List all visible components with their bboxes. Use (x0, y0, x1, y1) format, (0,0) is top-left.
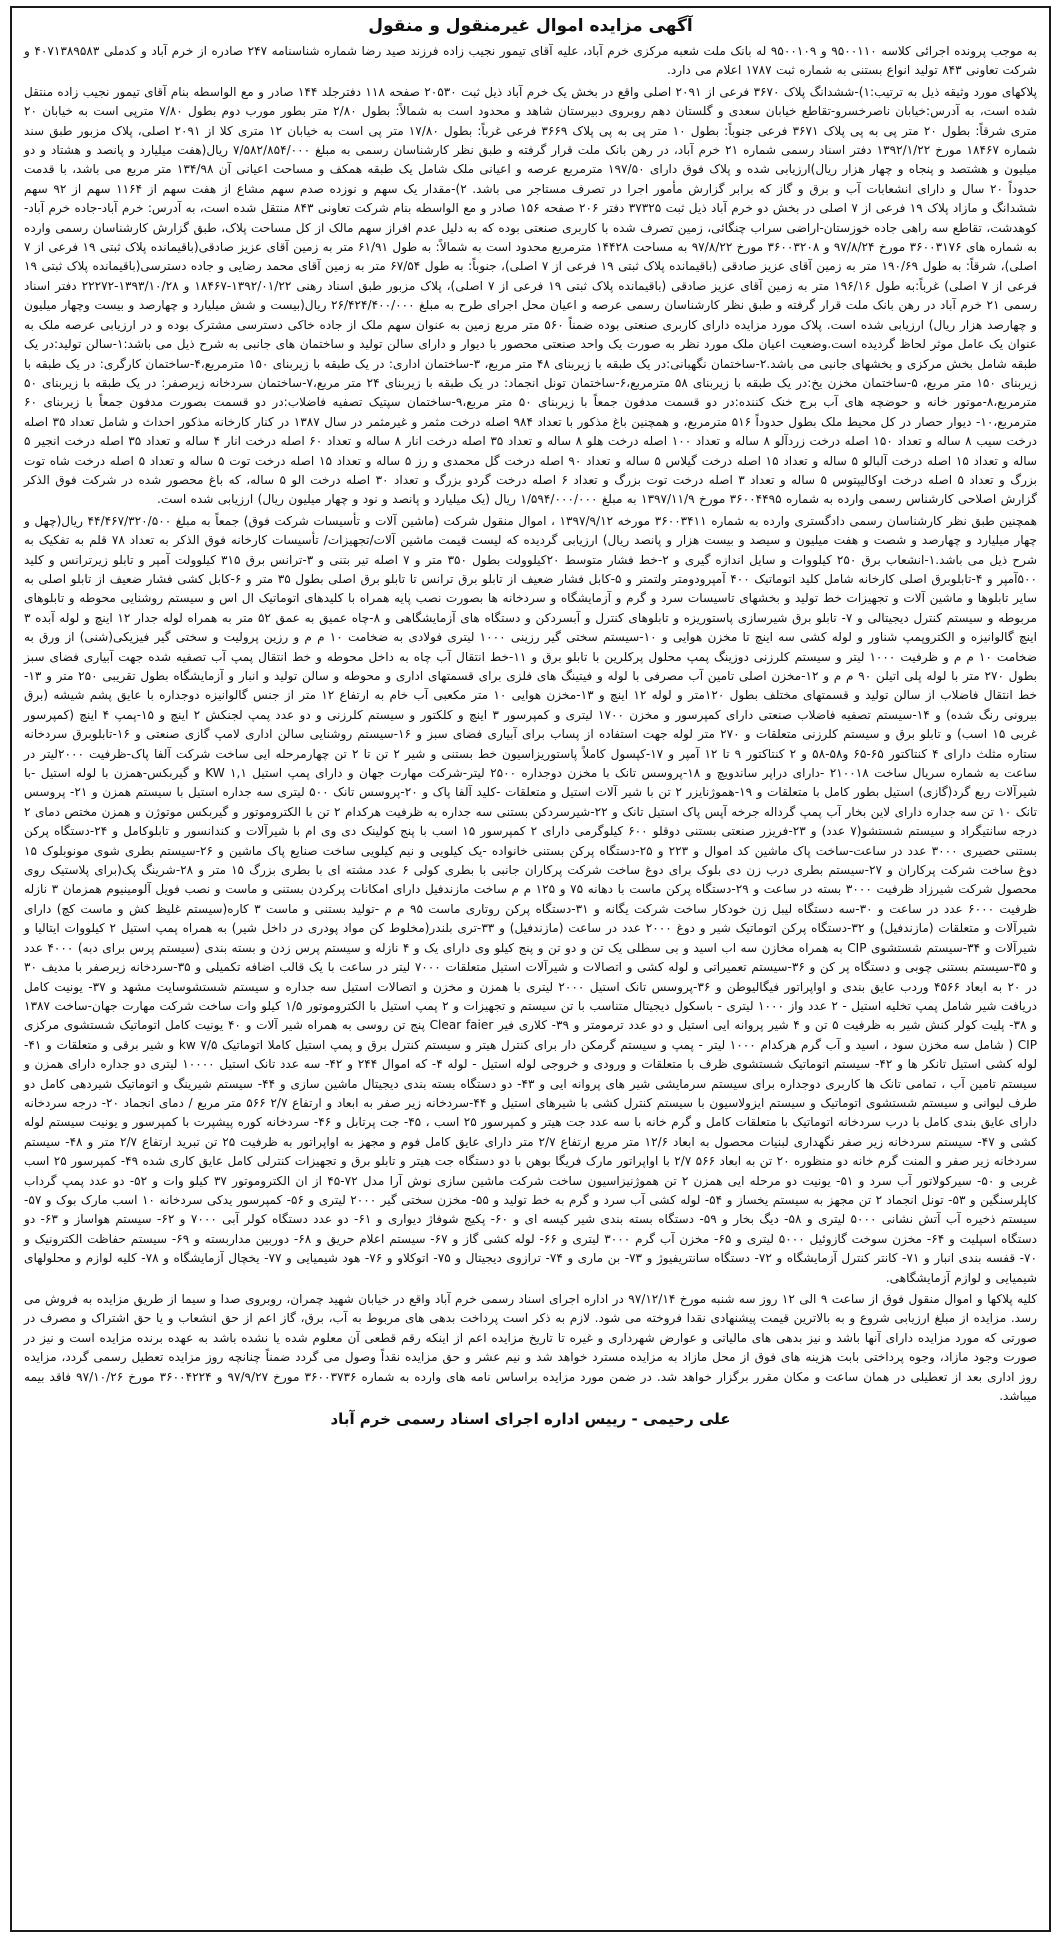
notice-intro-paragraph: به موجب پرونده اجرائی کلاسه ۹۵۰۰۱۱۰ و ۹۵۰۰۱۰۹ له بانک ملت شعبه مرکزی خرم آباد، علیه آقای تیمور نجیب زاده فرزند صید رضا شماره شناسنامه ۲۴۷ صادره از خرم آباد و کدملی ۴۰۷۱۳۸۹۵۸۳ و شرکت تعاونی ۸۴۳ تولید انواع بستنی به شماره ثبت ۱۷۸۷ اعلام می دارد. (24, 44, 1038, 78)
real-estate-paragraph: پلاکهای مورد وثیقه ذیل به ترتیب:۱)-ششدانگ پلاک ۳۶۷۰ فرعی از ۲۰۹۱ اصلی واقع در بخش یک خرم آباد ذیل ثبت ۲۰۵۳۰ صفحه ۱۱۸ دفترجلد ۱۴۴ صادر و مع الواسطه بنام آقای تیمور نجیب زاده منتقل شده است، به آدرس:خیابان ناصرخسرو-تقاطع خیابان سعدی و گلستان دهم روبروی دبیرستان شاهد و محدود است به شمالاً: بطول ۲/۸۰ متر بطور مورب دوم بطول ۷/۸۰ مترپی است به خیابان ۲۰ متری شرقاً: بطول ۲۰ متر پی به پی پلاک ۳۶۷۱ فرعی جنوباً: بطول ۱۰ متر پی به پی پلاک ۳۶۶۹ فرعی غرباً: بطول ۱۷/۸۰ متر پی است به خیابان ۱۲ متری کلا از ۲۰۹۱ اصلی، پلاک مزبور طبق سند شماره ۱۸۴۶۷ مورخ ۱۳۹۲/۱/۲۲ دفتر اسناد رسمی شماره ۲۱ خرم آباد، در رهن بانک ملت قرار گرفته و طبق نظر کارشناسان رسمی به مبلغ ۷/۵۸۲/۸۵۴/۰۰۰ ریال(هفت میلیارد و پانصد و هشتاد و دو میلیون و هشتصد و پنجاه و چهار هزار ریال)ارزیابی شده و پلاک فوق دارای ۱۹۷/۵۰ مترمربع عرصه و اعیانی ملک شامل یک طبقه همکف و مساحت اعیانی آن ۱۳۴/۹۸ متر مربع می باشد، با قدمت حدوداً ۲۰ سال و دارای انشعابات آب و برق و گاز که برابر گزارش مأمور اجرا در تصرف مستاجر می باشد. ۲)-مقدار یک سهم و نوزده صدم سهم مشاع از هفت سهم از ۱۱۶۴ سهم از ۹۲ سهم ششدانگ و مازاد پلاک ۱۹ فرعی از ۷ اصلی در بخش دو خرم آباد ذیل ثبت ۳۷۳۲۵ دفتر ۲۰۶ صفحه ۱۵۶ صادر و مع الواسطه بنام شرکت تعاونی ۸۴۳ منتقل شده است، به آدرس: خرم آباد-جاده خرم آباد-کوهدشت، تقاطع سه راهی جاده خوزستان-اراضی سراب چنگائی، زمین تصرف شده با کاربری صنعتی بوده که به دلیل عدم افراز سهم مالک از کل مساحت پلاک، طبق گزارش کارشناسان رسمی وارده به شماره های ۳۶۰۰۳۱۷۶ مورخ ۹۷/۸/۲۴ و ۳۶۰۰۳۲۰۸ مورخ ۹۷/۸/۲۲ به مساحت ۱۴۴۲۸ مترمربع محدود است به شمالاً: به طول ۶۱/۹۱ متر به زمین آقای عزیز صادقی(باقیمانده پلاک ثبتی ۱۹ فرعی از ۷ اصلی)، شرقاً: به طول ۱۹۰/۶۹ متر به زمین آقای عزیز صادقی (باقیمانده پلاک ثبتی ۱۹ فرعی از ۷ اصلی)، جنوباً: به طول ۶۷/۵۴ متر به زمین آقای محمد رضایی و جاده دسترسی(باقیمانده پلاک ثبتی ۱۹ فرعی از ۷ اصلی) غرباً:به طول ۱۹۶/۱۶ متر به زمین آقای عزیز صادقی (باقیمانده پلاک ثبتی ۱۹ فرعی از ۷ اصلی)، پلاک مزبور طبق اسناد رهنی ۱۳۹۲/۰۱/۲۲-۱۸۴۶۷ و ۱۳۹۳/۱۰/۲۸-۲۲۲۷۲ دفتر اسناد رسمی ۲۱ خرم آباد در رهن بانک ملت قرار گرفته و طبق نظر کارشناسان رسمی عرصه و اعیان محل اجرای طرح به مبلغ ۲۶/۴۲۴/۴۰۰/۰۰۰ ریال(بیست و شش میلیارد و چهارصد و بیست وچهار میلیون و چهارصد هزار ریال) ارزیابی شده است. پلاک مورد مزایده دارای کاربری صنعتی بوده ضمناً ۵۶۰ متر مربع زمین به عنوان سهم ملک از جاده خاکی دسترسی مشترک بوده و در ارزیابی عرصه ملک به عنوان یک عامل موثر لحاظ گردیده است.وضعیت اعیان ملک مورد نظر به صورت یک واحد صنعتی محصور با دیوار و دارای سالن تولید و ساختمان های جانبی به شرح ذیل می باشد:۱-سالن تولید:در یک طبقه شامل بخش مرکزی و بخشهای جانبی می باشد.۲-ساختمان نگهبانی:در یک طبقه با زیربنای ۴۸ متر مربع، ۳-ساختمان اداری: در یک طبقه با زیربنای ۱۵۰ مترمربع،۴-ساختمان کارگری: در یک طبقه با زیربنای ۱۵۰ متر مربع، ۵-ساختمان مخزن یخ:در یک طبقه با زیربنای ۵۸ مترمربع،۶-ساختمان تونل انجماد: در یک طبقه با زیربنای ۲۴ متر مربع،۷-ساختمان سردخانه زیرصفر: در یک طبقه با زیربنای ۵۰ مترمربع،۸-موتور خانه و حوضچه های آب برج خنک کننده:در دو قسمت مدفون جمعاً با زیربنای ۵۰ متر مربع،۹-ساختمان سپتیک تصفیه فاضلاب:در دو قسمت بصورت مدفون جمعاً با زیربنای ۶۰ مترمربع،۱۰- دیوار حصار در کل محیط ملک بطول حدوداً ۵۱۶ مترمربع، و همچنین باغ مذکور با تعداد ۹۸۴ اصله درخت مثمر و غیرمثمر در سال ۱۳۸۷ در کنار کارخانه مذکور احداث و شامل تعداد ۳۵ اصله درخت سیب ۸ ساله و تعداد ۱۵۰ اصله درخت زردآلو ۸ ساله و تعداد ۱۰۰ اصله درخت هلو ۸ ساله و تعداد ۳۵ اصله درخت انار ۸ ساله و تعداد ۶۰ اصله درخت انار ۴ ساله و تعداد ۳۵ اصله درخت انجیر ۵ ساله و تعداد ۱۵ اصله درخت آلبالو ۵ ساله و تعداد ۱۵ اصله درخت گیلاس ۵ ساله و تعداد ۹۰ اصله درخت گل محمدی و رز ۵ ساله و تعداد ۱۵ اصله درخت توت ۵ ساله و تعداد ۵ اصله درخت شاه توت بزرگ و تعداد ۵ اصله درخت اوکالیپتوس ۵ ساله و تعداد ۳ اصله درخت توت بزرگ و تعداد ۶ اصله درخت گردو بزرگ و تعداد ۳۰ اصله درخت الو ۵ ساله، که باغ محصور شده در شرکت فوق الذکر گزارش اصلاحی کارشناس رسمی وارده به شماره ۳۶۰۰۴۴۹۵ مورخ ۱۳۹۷/۱۱/۹ به مبلغ ۱/۵۹۴/۰۰۰/۰۰۰ ریال (یک میلیارد و پانصد و نود و چهار میلیون ریال) ارزیابی شده است. (23, 84, 1038, 507)
signature-line: علی رحیمی - رییس اداره اجرای اسناد رسمی خرم آباد (330, 1410, 731, 1429)
movable-assets-paragraph: همچنین طبق نظر کارشناسان رسمی دادگستری وارده به شماره ۳۶۰۰۳۴۱۱ مورخه ۱۳۹۷/۹/۱۲ ، اموال منقول شرکت (ماشین آلات و تأسیسات شرکت فوق) جمعاً به مبلغ ۴۴/۴۶۷/۳۲۰/۵۰۰ ریال(چهل و چهار میلیارد و چهارصد و شصت و هفت میلیون و سیصد و بیست هزار و پانصد ریال) ارزیابی گردیده که لیست قیمت ماشین آلات/تجهیزات/ تأسیسات کارخانه فوق الذکر به تعداد ۷۸ قلم به تفکیک به شرح ذیل می باشد.۱-انشعاب برق ۲۵۰ کیلووات و سایل اندازه گیری و ۲-خط فشار متوسط ۲۰کیلوولت بطول ۳۵۰ متر و ۷ اصله تیر بتنی و ۳-ترانس برق ۳۱۵ کیلوولت آمپر و تابلو زیرترانس و کلید ۵۰۰آمپر و ۴-تابلوبرق اصلی کارخانه شامل کلید اتوماتیک ۴۰۰ آمپرودومتر ولتمتر و ۵-کابل فشار ضعیف از تابلو برق ترانس تا تابلو برق اصلی بطول ۳۵ متر و ۶-کابل کشی فشار ضعیف از تابلو اصلی به سایر تابلوها و ماشین آلات و تجهیزات خط تولید و بخشهای تاسیسات سرد و گرم و آزمایشگاه و سردخانه ها بصورت نصب پایه همراه با کلیدهای اتوماتیک ال اس و سیستم روشنایی محوطه و تابلوهای مربوطه و سیستم کنترل دیجیتالی و ۷- تابلو برق شیرسازی پاستوریزه و تابلوهای کنترل و آبسردکن و دستگاه های آزمایشگاهی و ۸-چاه عمیق به عمق ۵۲ متر به همراه لوله جدار ۱۲ اینچ و لوله آبده ۳ اینچ گالوانیزه و الکتروپمپ شناور و لوله کشی سه اینچ تا مخزن هوایی و ۱۰-سیستم سختی گیر رزینی ۱۰۰۰ لیتری فولادی به ضخامت ۱۰ م م و رزین پرولیت و سختی گیر فیزیکی(شنی) از ورق به ضخامت ۱۰ م م و ظرفیت ۱۰۰۰ لیتر و سیستم کلرزنی دوزینگ پمپ محلول پرکلرین با تابلو برق و ۱۱-خط انتقال آب چاه به داخل محوطه و خط انتقال پمپ آب تصفیه شده جهت آبیاری فضای سبز بطول ۲۷۰ متر با لوله پلی اتیلن ۹۰ م م و ۱۲-مخزن اصلی تامین آب مصرفی با لوله و فیتینگ های فلزی برای قسمتهای اداری و محوطه و سالن تولید و انبار و آزمایشگاه بطول تقریبی ۲۵۰ متر و ۱۳-خط انتقال فاضلاب از سالن تولید و قسمتهای مختلف بطول ۱۲۰متر و لوله ۱۲ اینچ و ۱۳-مخزن هوایی ۱۰ متر مکعبی آب خام به ارتفاع ۱۲ متر از جنس گالوانیزه دوجداره با عایق پشم شیشه (برق بیرونی رنگ شده) و ۱۴-سیستم تصفیه فاضلاب صنعتی دارای کمپرسور و مخزن ۱۷۰۰ لیتری و کمپرسور ۳ اینچ و کلکتور و سیستم کلرزنی و دو عدد پمپ لجنکش ۲ اینچ و ۱۵-پمپ ۴ اینچ (کمپرسور غربی ۱۵ اسب) و تابلو برق و سیستم کلرزنی متعلقات و ۲۷۰ متر لوله جهت استفاده از پساب برای آبیاری فضای سبز و ۱۶-سیستم روشنایی سالن اداری لامپ گازی صنعتی و ۱۶-تابلوبرق سردخانه ستاره مثلث دارای ۴ کنتاکتور ۶۵-۶۵ و۵۸-۵۸ و ۲ کنتاکتور ۹ تا ۱۲ آمپر و ۱۷-کپسول کاملاً پاستوریزاسیون خط بستنی و شیر ۲ تن تا ۲ تن چهارمرحله ایی ساخت شرکت آلفا پاک-ظرفیت ۲۰۰۰لیتر در ساعت به شماره سریال ساخت ۲۱۰۰۱۸ -دارای دراپر ساندویچ و ۱۸-پروسس تانک با مخزن دوجداره ۲۵۰۰ لیتر-شرکت مهارت جهان و دارای پمپ استیل KW ۱,۱ و گیربکس-همزن با لوله استیل -با شیرآلات ربع گرد(گازی) استیل بطور کامل با متعلقات و ۱۹-هموژنایزر ۲ تن با شیر آلات استیل و متعلقات -کلید آلفا پاک و ۲۰-پروسس تانک ۵۰۰ لیتری سه جداره استیل با سیستم همزن و ۲۱- پروسس تانک ۱۰ تن سه جداره دارای لاین بخار آب پمپ گرداله جرخه آپس پاک استیل تانک و ۲۲-شیرسردکن بستنی سه جداره به ظرفیت هرکدام ۲ تن با الکتروموتور و گیربکس موتوژن و همزن مختص دمای ۲ درجه سانتیگراد و سیستم شستشو(۷ عدد) و ۲۳-فریزر صنعتی بستنی دوقلو ۶۰۰ کیلوگرمی دارای ۲ کمپرسور ۱۵ اسب با پنج کولینک دی وی ام با شیرآلات و کندانسور و تابلوکامل و ۲۴-دستگاه پرکن بستنی حصیری ۳۰۰۰ عدد در ساعت-ساخت پاک ماشین کد اموال و ۲۲۳ و ۲۵-دستگاه پرکن بستنی خانواده -یک کیلویی و نیم کیلویی ساخت صنایع پاک ماشین و ۲۶-سیستم بطری شوی مونوبلوک ۱۵ دوغ ساخت شرکت پرکاران و ۲۷-سیستم بطری درب زن دی بلوک برای دوغ ساخت شرکت پرکاران جانبی با بطری کولی ۶ عدد مشته ای با بطری بزرگ ۱۵ متر و ۲۸-شرینگ پک(برای پلاستیک روی محصول شرکت شیرزاد ظرفیت ۳۰۰۰ بسته در ساعت و ۲۹-دستگاه پرکن ماست با دهانه ۷۵ و ۱۲۵ م م ساخت مازندفیل دارای امکانات پرکردن بستنی و ماست و نصب فویل آلومینیوم همزمان ۳ نازله ظرفیت ۶۰۰۰ عدد در ساعت و ۳۰-سه دستگاه لیبل زن خودکار ساخت شرکت یگانه و ۳۱-دستگاه پرکن روتاری ماست ۹۵ م م -تولید بستنی و ماست ۳ کاره(سیستم غلیظ کش و ماست کچ) دارای شیرآلات و متعلقات (مازندفیل) و ۳۲-دستگاه پرکن اتوماتیک شیر و دوغ ۲۰۰۰ عدد در ساعت (مازندفیل) و ۳۳-تری بلندر(مخلوط کن مواد پودری در داخل شیر) به همراه پمپ استیل ۲ کیلووات ایتالیا و شیرآلات و ۳۴-سیستم شستشوی CIP به همراه مخازن سه اب اسید و بی سطلی یک تن و دو تن و پنج کیلو وی دارای یک و ۴ نازله و سیستم پرس زدن و بسته بندی (سیستم پرس برای دبه) ۴۰۰۰ عدد و ۳۵-سیستم بستنی چوبی و دستگاه پر کن و ۳۶-سیستم تعمیراتی و لوله کشی و اتصالات و شیرآلات استیل متعلقات ۷۰۰۰ لیتر در ساعت با یک قالب اضافه تکمیلی و ۳۵-سردخانه زیرصفر با مدیف ۳۰ در ۲۰ به ابعاد ۴۵۶۶ وردب عایق بندی و اواپراتور فیگالیوطن و ۳۶-پروسس تانک استیل ۲۰۰۰ لیتری با همزن و مخزن و اتصالات استیل سه جداره و سیستم شستشوسایت مشهد و ۳۷- یونیت کامل دریافت شیر شامل پمپ تخلیه استیل - ۲ عدد واز ۱۰۰۰ لیتری - باسکول دیجیتال متناسب با تن سیستم و تجهیزات و ۲ پمپ استیل با الکتروموتور ۱/۵ کیلو وات ساخت شرکت مهارت جهان-ساخت ۱۳۸۷ و ۳۸- پلیت کولر کنش شیر به ظرفیت ۵ تن و ۴ شیر پروانه ایی استیل و دو عدد ترمومتر و ۳۹- کلاری فیر Clear faier پنج تن روسی به همراه شیر آلات و ۴۰ یونیت کامل اتوماتیک شستشوی مرکزی CIP ( شامل سه مخزن سود ، اسید و آب گرم هرکدام ۱۰۰۰ لیتر - پمپ و سیستم گرمکن دار برای کنترل هیتر و سیستم کنترل برق و پمپ استیل کاملا اتوماتیک kw ۷/۵ و شیر برقی و متعلقات و ۴۱- لوله کشی استیل تانکر ها و ۴۲- سیستم اتوماتیک شستشوی ظرف با متعلقات و ورودی و خروجی لوله استیل - لوله ۴- که اموال ۲۴۴ و ۴۲- سه عدد تانک استیل ۱۰۰۰۰ لیتری دو جداره دارای همزن و سیستم تامین آب ، تمامی تانک ها کاربری دوجداره برای سیستم سرمایشی شیر های پروانه ایی و ۴۳- دو دستگاه بسته بندی دیجیتال ماشین سازی و ۴۴- سیستم شیرینگ و اتوماتیک شیردهی کامل دو طرف لیوانی و سیستم شستشوی اتوماتیک و سیستم ایزولاسیون با سیستم کنترل کشی با شیرهای استیل و ۴۴-سردخانه زیر صفر به ابعاد و ارتفاع ۲/۷ ۵۶۶ متر مربع / دمای انجماد ۲۰- درجه سردخانه دارای عایق بندی کامل با درب سردخانه اتوماتیک با متعلقات کامل و گرم خانه با سه عدد جت هیتر و کمپرسور ۲۵ اسب ، ۴۵- جت پرتابل و ۴۶- سردخانه کوره پیشپرت با کمپرسور و یونیت سیستم لوله کشی و ۴۷- سیستم سردخانه زیر صفر نگهداری لبنیات محصول به ابعاد ۱۲/۶ متر مربع ارتفاع ۲/۷ متر دارای عایق کامل فوم و مجهز به اواپراتور به ظرفیت ۲۵ تن تبرید ارتفاع ۲/۷ متر و ۴۸- سیستم سردخانه زیر صفر و المنت گرم خانه دو منظوره ۲۰ تن به ابعاد ۵۶۶ ۲/۷ با اواپراتور مارک فریگا بوهن با دو دستگاه جت هیتر و تابلو برق و تجهیزات کنترلی کامل عایق کاری شده ۴۹- کمپرسور ۲۵ اسب غربی و ۵۰- سیرکولاتور آب سرد و ۵۱- یونیت دو مرحله ایی همزن ۲ تن هموژنیزاسیون ساخت شرکت ماشین سازی نوش آرا مدل ۷۲-۴۵ از ان الکتروموتور ۳۷ کیلو وات و ۵۲- دو عدد پمپ گرداب کاپلرسنگین و ۵۳- تونل انجماد ۲ تن مجهز به سیستم یخساز و ۵۴- لوله کشی آب سرد و گرم به خط تولید و ۵۵- مخزن سختی گیر ۲۰۰۰ لیتری و ۵۶- کمپرسور یدکی سردخانه ۱۰ اسب مارک بوک و ۵۷- سیستم ذخیره آب آتش نشانی ۵۰۰۰ لیتری و ۵۸- دیگ بخار و ۵۹- دستگاه بسته بندی شیر کیسه ای و ۶۰- پکیج شوفاژ دیواری و ۶۱- دو عدد دستگاه کولر آبی ۷۰۰۰ و ۶۲- سیستم هواساز و ۶۳- دو دستگاه اسپلیت و ۶۴- مخزن سوخت گازوئیل ۵۰۰۰ لیتری و ۶۵- مخزن آب گرم ۳۰۰۰ لیتری و ۶۶- لوله کشی گاز و ۶۷- سیستم اعلام حریق و ۶۸- دوربین مداربسته و ۶۹- سیستم حفاظت الکترونیک و ۷۰- قفسه بندی انبار و ۷۱- کانتر کنترل آزمایشگاه و ۷۲- دستگاه سانتریفیوژ و ۷۳- بن ماری و ۷۴- ترازوی دیجیتال و ۷۵- اتوکلاو و ۷۶- هود شیمیایی و ۷۷- یخچال آزمایشگاه و ۷۸- کلیه لوازم و محلولهای شیمیایی و لوازم آزمایشگاهی. (24, 513, 1038, 1285)
notice-title: آگهی مزایده اموال غیرمنقول و منقول (368, 16, 693, 36)
notice-document (10, 6, 1051, 1932)
auction-terms-paragraph: کلیه پلاکها و اموال منقول فوق از ساعت ۹ الی ۱۲ روز سه شنبه مورخ ۹۷/۱۲/۱۴ در اداره اجرای اسناد رسمی خرم آباد واقع در خیابان شهید چمران، روبروی صدا و سیما از طریق مزایده به فروش می رسد. مزایده از مبلغ ارزیابی شروع و به بالاترین قیمت پیشنهادی نقدا فروخته می شود. لازم به ذکر است پرداخت بدهی های مربوط به آب، برق، گاز اعم از حق انشعاب و یا حق اشتراک و مصرف در صورتی که مورد مزایده دارای آنها باشد و نیز بدهی های مالیاتی و عوارض شهرداری و غیره تا تاریخ مزایده اعم از اینکه رقم قطعی آن معلوم شده یا نشده باشد به عهده برنده مزایده است و نیز در صورت وجود مازاد، وجوه پرداختی بابت هزینه های فوق از محل مازاد به مزایده مسترد خواهد شد و نیم عشر و حق مزایده نقداً وصول می گردد ضمناً چنانچه روز مزایده تعطیل رسمی گردد، مزایده روز اداری بعد از تعطیلی در همان ساعت و مکان مقرر برگزار خواهد شد. در ضمن مورد مزایده براساس نامه های وارده به شماره ۳۶۰۰۳۷۳۶ مورخ ۹۷/۹/۲۷ و ۳۶۰۰۴۲۲۴ مورخ ۹۷/۱۰/۲۶ فاقد بیمه میباشد. (24, 1292, 1038, 1404)
